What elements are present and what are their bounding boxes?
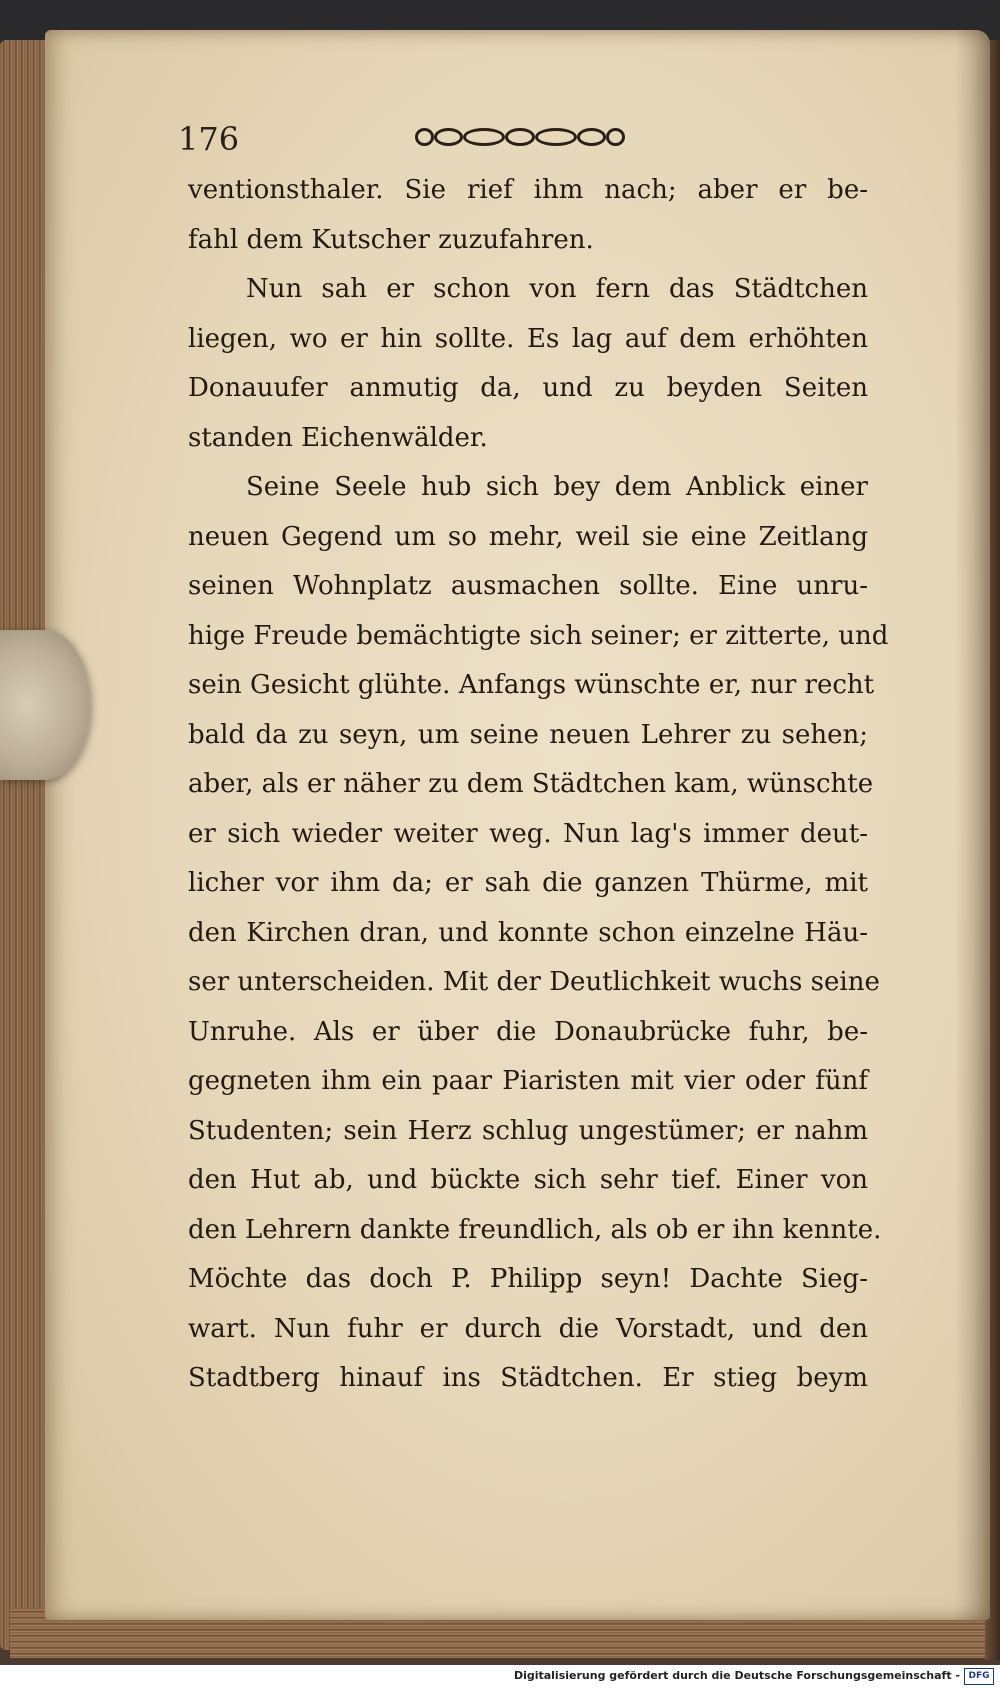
text-line: gegneten ihm ein paar Piaristen mit vier oder fünf (188, 1066, 868, 1096)
footer-credit: Digitalisierung gefördert durch die Deutsche Forschungsgemeinschaft - (513, 1669, 960, 1682)
text-line: liegen, wo er hin sollte. Es lag auf dem erhöhten (188, 323, 868, 354)
text-line: Stadtberg hinauf ins Städtchen. Er stieg beym (188, 1363, 868, 1393)
text-line: den Kirchen dran, und konnte schon einzelne Häu- (188, 917, 868, 948)
text-line: hige Freude bemächtigte sich seiner; er zitterte, und (188, 620, 889, 651)
text-line: Seine Seele hub sich bey dem Anblick einer (246, 472, 868, 502)
text-line: standen Eichenwälder. (188, 422, 488, 453)
text-line: sein Gesicht glühte. Anfangs wünschte er, nur recht (188, 670, 875, 700)
dfg-logo: DFG (964, 1668, 994, 1685)
text-line: Unruhe. Als er über die Donaubrücke fuhr, be- (188, 1016, 868, 1047)
ornament-icon (415, 126, 625, 148)
text-line: ser unterscheiden. Mit der Deutlichkeit wuchs seine (188, 967, 880, 997)
text-line: neuen Gegend um so mehr, weil sie eine Zeitlang (188, 521, 868, 552)
book-page-edges-left (0, 40, 50, 1650)
text-line: fahl dem Kutscher zuzufahren. (188, 224, 594, 255)
text-line: ventionsthaler. Sie rief ihm nach; aber er be- (188, 175, 868, 205)
page-number: 176 (178, 120, 240, 158)
bookmark-tab-icon (0, 630, 90, 780)
page-body-text (188, 166, 889, 1404)
text-line: Nun sah er schon von fern das Städtchen (246, 274, 868, 304)
text-line: den Hut ab, und bückte sich sehr tief. Einer von (188, 1165, 868, 1195)
text-line: aber, als er näher zu dem Städtchen kam, wünschte (188, 769, 874, 799)
text-line: er sich wieder weiter weg. Nun lag's immer deut- (188, 818, 868, 849)
text-line: Studenten; sein Herz schlug ungestümer; er nahm (188, 1115, 868, 1146)
page-gutter-shadow (955, 30, 990, 1620)
text-line: wart. Nun fuhr er durch die Vorstadt, und den (188, 1313, 868, 1344)
text-line: licher vor ihm da; er sah die ganzen Thürme, mit (188, 868, 868, 898)
text-line: Möchte das doch P. Philipp seyn! Dachte Sieg- (188, 1264, 868, 1294)
text-line: den Lehrern dankte freundlich, als ob er ihn kennte. (188, 1214, 882, 1245)
text-line: bald da zu seyn, um seine neuen Lehrer zu sehen; (188, 719, 868, 750)
text-line: Donauufer anmutig da, und zu beyden Seiten (188, 373, 868, 403)
text-line: seinen Wohnplatz ausmachen sollte. Eine unru- (188, 571, 868, 601)
